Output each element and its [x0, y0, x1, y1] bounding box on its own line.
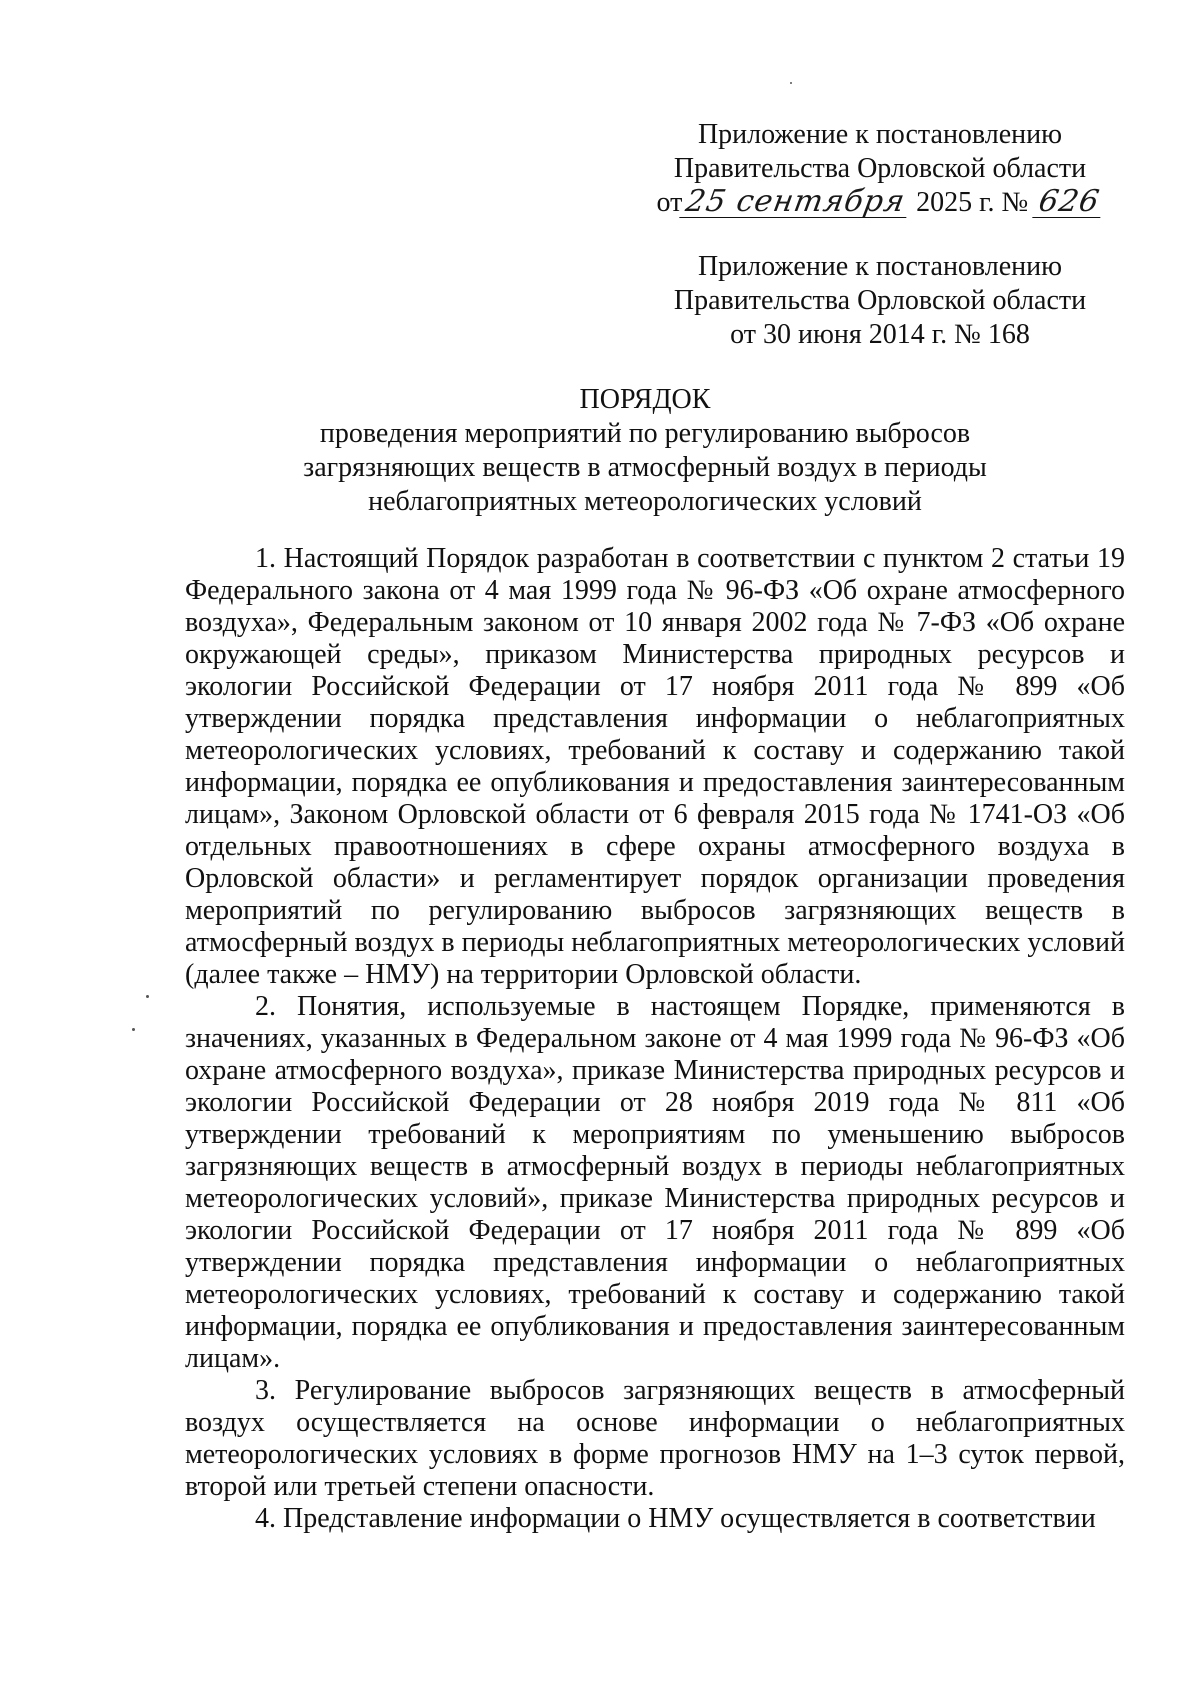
paragraph-1: 1. Настоящий Порядок разработан в соответствии с пунктом 2 статьи 19 Федерального закона от 4 мая 1999 года № 96-ФЗ «Об охране атмосферного воздуха», Федеральным законом от 10 января 2002 года № 7-ФЗ «Об охране окружающей среды», приказом Министерства природных ресурсов и экологии Российской Федерации от 17 ноября 2011 года № 899 «Об утверждении порядка представления информации о неблагоприятных метеорологических условиях, требований к составу и содержанию такой информации, порядка ее опубликования и предоставления заинтересованным лицам», Законом Орловской области от 6 февраля 2015 года № 1741-ОЗ «Об отдельных правоотношениях в сфере охраны атмосферного воздуха в Орловской области» и регламентирует порядок организации проведения мероприятий по регулированию выбросов загрязняющих веществ в атмосферный воздух в периоды неблагоприятных метеорологических условий (далее также – НМУ) на территории Орловской области. [185, 543, 1125, 990]
document-body [185, 543, 1125, 1535]
amendment-header [640, 118, 1120, 220]
title-line-3: неблагоприятных метеорологических условий [368, 486, 922, 517]
title-line-1: проведения мероприятий по регулированию выбросов [319, 418, 971, 449]
original-header-line-1: Приложение к постановлению [697, 251, 1063, 282]
scan-speck [146, 995, 149, 998]
date-prefix: от [656, 187, 683, 218]
handwritten-number: 626 [1032, 187, 1106, 218]
header-line-3 [640, 186, 1120, 220]
paragraph-2: 2. Понятия, используемые в настоящем Порядке, применяются в значениях, указанных в Федеральном законе от 4 мая 1999 года № 96-ФЗ «Об охране атмосферного воздуха», приказе Министерства природных ресурсов и экологии Российской Федерации от 28 ноября 2019 года № 811 «Об утверждении требований к мероприятиям по уменьшению выбросов загрязняющих веществ в атмосферный воздух в периоды неблагоприятных метеорологических условий», приказе Министерства природных ресурсов и экологии Российской Федерации от 17 ноября 2011 года № 899 «Об утверждении порядка представления информации о неблагоприятных метеорологических условиях, требований к составу и содержанию такой информации, порядка ее опубликования и предоставления заинтересованным лицам». [185, 991, 1125, 1374]
original-header-line-2: Правительства Орловской области [673, 285, 1087, 316]
original-header [640, 250, 1120, 352]
title-heading: ПОРЯДОК [579, 384, 711, 415]
header-line-1: Приложение к постановлению [697, 119, 1063, 150]
handwritten-date: 25 сентября [680, 187, 912, 218]
title-line-2: загрязняющих веществ в атмосферный воздух в периоды [303, 452, 987, 483]
paragraph-4: 4. Представление информации о НМУ осуществляется в соответствии [255, 1503, 1096, 1534]
paragraph-3: 3. Регулирование выбросов загрязняющих веществ в атмосферный воздух осуществляется на основе информации о неблагоприятных метеорологических условиях в форме прогнозов НМУ на 1–3 суток первой, второй или третьей степени опасности. [185, 1375, 1125, 1502]
document-title [150, 383, 1140, 519]
original-header-line-3: от 30 июня 2014 г. № 168 [730, 319, 1030, 350]
scan-speck [790, 82, 792, 84]
scan-speck [132, 1028, 135, 1031]
header-line-2: Правительства Орловской области [673, 153, 1087, 184]
date-year: 2025 г. № [916, 187, 1029, 218]
